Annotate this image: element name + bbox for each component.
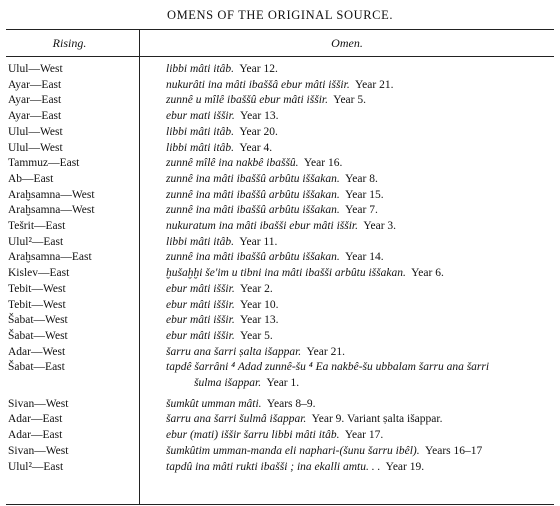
year-label: Year 9. Variant ṣalta išappar. [311,413,443,426]
table-row [0,141,560,157]
omen-text: libbi mâti itâb. [166,125,235,138]
rising-cell: Tebit—West [8,282,66,295]
year-label: Year 3. [363,220,397,233]
rising-cell: Ulul—West [8,141,63,154]
omen-text: zunnê ina mâti ibaššû arbûtu iššakan. [166,204,340,217]
omen-text: ebur mâti iššir. [166,298,235,311]
year-label: Year 16. [303,157,343,170]
omen-cell [139,141,560,157]
year-label: Year 5. [240,329,273,342]
rising-cell: Araḫsamna—West [8,188,95,201]
year-label: Year 1. [266,377,300,390]
omen-cell [139,376,560,392]
table-row [0,219,560,235]
year-label: Year 21. [306,345,345,358]
omen-text: šarru ana šarri šulmâ išappar. [166,413,307,426]
omen-cell [139,266,560,282]
omen-cell [139,235,560,251]
table-row [0,266,560,282]
rising-cell: Šabat—West [8,314,68,327]
omen-text: ebur mâti iššir. [166,282,235,295]
omen-cell [139,203,560,219]
omen-text: nukuratum ina mâti ibašši ebur mâti iššir. [166,220,359,233]
rising-cell: Sivan—West [8,397,69,410]
year-label: Years 8–9. [266,397,316,410]
omen-cell [139,397,560,413]
rising-cell: Ulul²—East [8,235,64,248]
omen-cell [139,78,560,94]
rising-cell: Ulul—West [8,63,63,75]
column-header-rising: Rising. [52,36,87,50]
table-row [0,313,560,329]
year-label: Year 17. [344,429,384,442]
omen-cell [139,156,560,172]
year-label: Year 21. [355,78,394,91]
omen-cell [139,298,560,314]
omen-cell [139,250,560,266]
rising-cell: Adar—East [8,413,63,426]
rising-cell: Ab—East [8,172,54,185]
column-header-omen: Omen. [331,36,363,50]
omen-text: ḫušaḫḫi še'im u tibni ina mâti ibašši arbûtu iššakan. [166,267,406,280]
omen-text: tapdû ina mâti rukti ibašši ; ina ekalli amtu. . . [166,460,381,473]
rising-cell: Tešrit—East [8,220,66,233]
omen-text: libbi mâti itâb. [166,235,235,248]
year-label: Year 19. [385,460,425,473]
table-row [0,376,560,392]
table-row [0,397,560,413]
omen-cell [139,460,560,476]
rising-cell: Adar—West [8,345,66,358]
rising-cell: Ayar—East [8,94,62,107]
omen-table-body [0,62,560,475]
omen-cell [139,282,560,298]
page-title: OMENS OF THE ORIGINAL SOURCE. [166,8,394,22]
year-label: Years 16–17 [424,444,483,457]
table-row [0,412,560,428]
table-row [0,203,560,219]
year-label: Year 6. [411,267,444,280]
table-row [0,172,560,188]
table-row [0,360,560,376]
omen-text: zunnê ina mâti ibaššû arbûtu iššakan. [166,172,340,185]
table-row [0,329,560,345]
omen-cell [139,93,560,109]
rising-cell: Ulul—West [8,125,63,138]
omen-cell [139,109,560,125]
rising-cell: Šabat—East [8,361,65,374]
omen-cell [139,428,560,444]
year-label: Year 2. [240,282,273,295]
year-label: Year 10. [240,298,279,311]
year-label: Year 12. [239,63,278,75]
year-label: Year 11. [239,235,278,248]
omen-cell [139,172,560,188]
omen-cell [139,345,560,361]
table-row [0,460,560,476]
omen-text: zunnê ina mâti ibaššû arbûtu iššakan. [166,188,340,201]
year-label: Year 13. [240,314,279,327]
omen-text: nukurâti ina mâti ibaššâ ebur mâti iššir. [166,78,350,91]
rising-cell [0,376,139,392]
table-top-rule [6,29,554,30]
rising-cell: Ayar—East [8,110,62,123]
omen-text: zunnê mîlê ina nakbê ibaššû. [166,157,299,170]
table-row [0,444,560,460]
table-row [0,188,560,204]
rising-cell: Tammuz—East [8,157,80,170]
omen-cell [139,125,560,141]
rising-cell: Šabat—West [8,329,68,342]
table-row [0,156,560,172]
omen-text: tapdê šarrâni ⁴ Adad zunnê-šu ⁴ Ea nakbê-šu ubbalam šarru ana šarri [166,361,490,374]
omen-cell [139,219,560,235]
omen-text: šarru ana šarri ṣalta išappar. [166,345,302,358]
table-row [0,282,560,298]
year-label: Year 7. [345,204,378,217]
year-label: Year 5. [333,94,366,107]
omen-cell [139,313,560,329]
omen-text: ebur mâti iššir. [166,314,235,327]
rising-cell: Ulul²—East [8,460,64,473]
omen-text: zunnê u mîlê ibaššû ebur mâti iššir. [166,94,328,107]
omen-cell [139,188,560,204]
table-row [0,250,560,266]
omen-cell [139,329,560,345]
table-row [0,78,560,94]
omen-text: ebur (mati) iššir šarru libbi mâti itâb. [166,429,340,442]
table-row [0,345,560,361]
rising-cell: Tebit—West [8,298,66,311]
rising-cell: Araḫsamna—West [8,204,95,217]
rising-cell: Adar—East [8,429,63,442]
table-row [0,235,560,251]
table-row [0,428,560,444]
omen-text: šumkûtim umman-manda eli naphari-(šunu šarru ibêl). [166,444,420,457]
table-bottom-rule [6,504,554,505]
omen-cell [139,360,560,376]
table-row [0,125,560,141]
omen-text: libbi mâti itâb. [166,63,235,75]
rising-cell: Kislev—East [8,267,70,280]
omen-text: libbi mâti itâb. [166,141,235,154]
omen-text: šumkût umman mâti. [166,397,262,410]
year-label: Year 14. [345,251,384,264]
year-label: Year 15. [345,188,384,201]
table-row [0,109,560,125]
table-row [0,298,560,314]
omen-cell [139,444,560,460]
year-label: Year 13. [240,110,279,123]
omen-text: ebur mâti iššir. [166,329,235,342]
rising-cell: Sivan—West [8,444,69,457]
omen-text: zunnê ina mâti ibaššû arbûtu iššakan. [166,251,340,264]
omen-text: šulma išappar. [194,377,262,390]
table-header-rule [6,56,554,57]
omen-cell [139,412,560,428]
year-label: Year 4. [239,141,273,154]
year-label: Year 20. [239,125,278,138]
omen-text: ebur mati iššir. [166,110,235,123]
rising-cell: Araḫsamna—East [8,251,92,264]
rising-cell: Ayar—East [8,78,62,91]
table-row [0,62,560,78]
year-label: Year 8. [345,172,378,185]
table-row [0,93,560,109]
omen-cell [139,62,560,78]
